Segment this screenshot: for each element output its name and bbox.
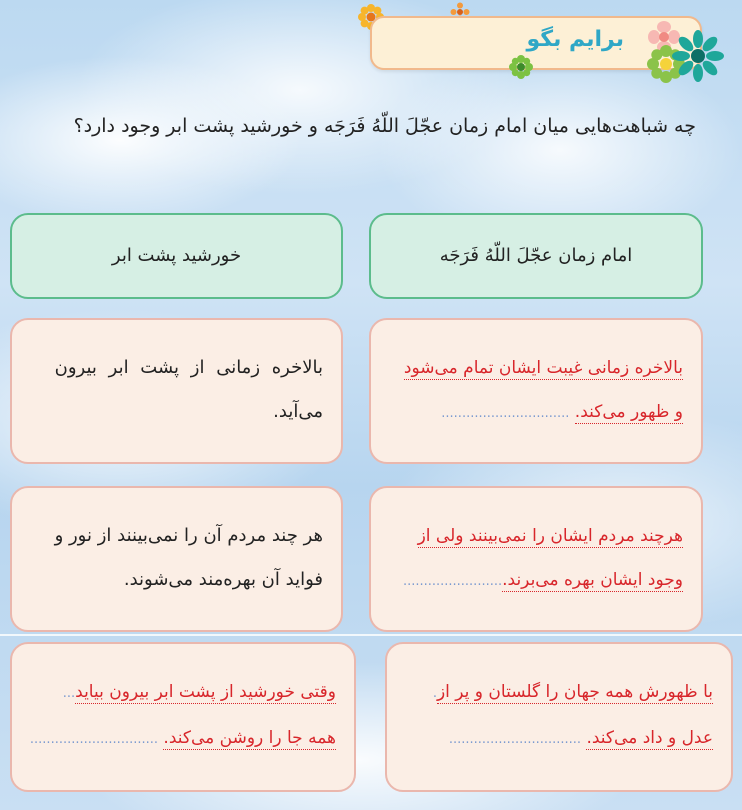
teal-flower-icon: [672, 30, 724, 82]
page-divider: [0, 634, 742, 636]
card-row3-imam: [385, 642, 733, 792]
section-header-title: برایم بگو: [526, 27, 624, 52]
column-header-imam-label: امام زمان عجّلَ اللّهُ فَرَجَه: [439, 245, 633, 266]
blank-dots: ................................: [448, 732, 582, 747]
card-row3-sun: [10, 642, 356, 792]
answer-line: با ظهورش همه جهان را گلستان و پر از.: [432, 682, 713, 702]
text-line: فواید آن بهره‌مند می‌شوند.: [123, 569, 323, 590]
column-header-sun: [10, 213, 343, 299]
answer-line: وقتی خورشید از پشت ابر بیرون بیاید...: [62, 682, 336, 702]
text-line: هر چند مردم آن را نمی‌بینند از نور و: [54, 525, 323, 546]
blank-dots: ...............................: [29, 732, 159, 747]
card-row2-imam: [369, 486, 703, 632]
blank-dots: ...............................: [441, 406, 570, 421]
answer-line: وجود ایشان بهره می‌برند.........................: [402, 570, 683, 590]
answer-line: عدل و داد می‌کند. ................................: [448, 728, 713, 748]
card-row1-imam: [369, 318, 703, 464]
answer-line: هرچند مردم ایشان را نمی‌بینند ولی از: [417, 526, 683, 546]
card-row2-sun: [10, 486, 343, 632]
answer-line: همه جا را روشن می‌کند. ...............................: [29, 728, 336, 748]
question-text: چه شباهت‌هایی میان امام زمان عجّلَ اللّهُ فَرَجَه و خورشید پشت ابر وجود دارد؟: [73, 115, 696, 137]
blank-dots: ...: [62, 686, 76, 701]
column-header-sun-label: خورشید پشت ابر: [111, 245, 242, 266]
blank-dots: ........................: [402, 574, 503, 589]
text-line: می‌آید.: [273, 401, 323, 422]
small-green-flower-icon: [508, 54, 534, 80]
answer-line: و ظهور می‌کند. ...............................: [441, 402, 683, 422]
blank-dots: .: [432, 686, 437, 701]
card-row1-sun: [10, 318, 343, 464]
text-line: بالاخره زمانی از پشت ابر بیرون: [54, 357, 323, 378]
answer-line: بالاخره زمانی غیبت ایشان تمام می‌شود: [403, 358, 683, 378]
column-header-imam: [369, 213, 703, 299]
